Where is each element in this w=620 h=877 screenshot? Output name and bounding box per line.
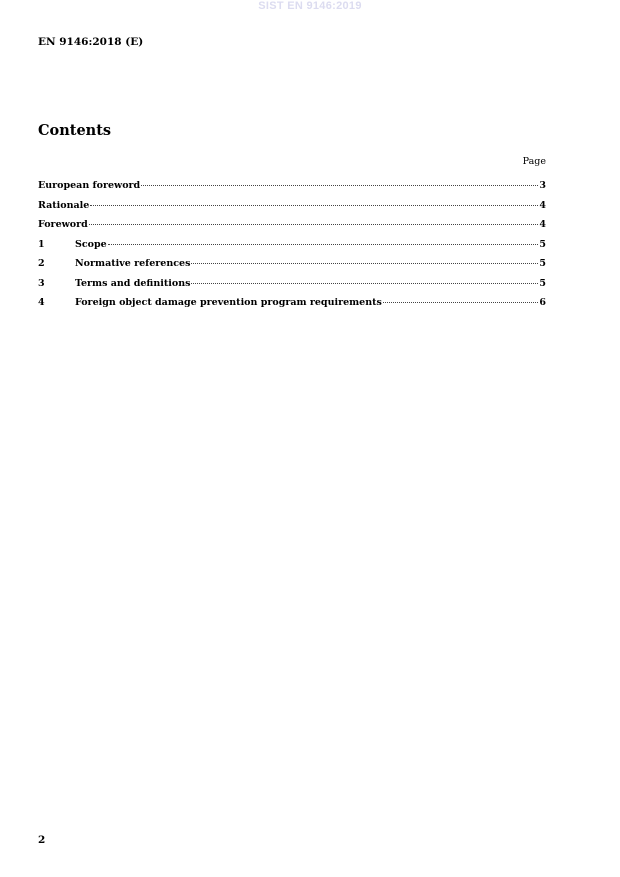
toc-entry-european-foreword[interactable]	[38, 180, 546, 200]
toc-entry-page: 5	[539, 277, 546, 289]
toc-entry-number: 4	[38, 297, 45, 308]
toc-entry-number: 1	[38, 238, 45, 250]
toc-entry-page: 5	[539, 258, 546, 269]
toc-entry-page: 5	[539, 238, 546, 250]
page-number: 2	[38, 834, 46, 846]
toc-entry-scope[interactable]	[38, 239, 546, 259]
toc-entry-label: Rationale	[38, 199, 90, 211]
toc-entry-label: Foreign object damage prevention program requirements	[75, 297, 382, 308]
toc-dot-leader	[108, 244, 539, 245]
toc-entry-label: Normative references	[75, 258, 191, 269]
toc-entry-number: 2	[38, 258, 45, 269]
toc-entry-label: European foreword	[38, 180, 141, 191]
toc-dot-leader	[383, 302, 539, 303]
toc-entry-rationale[interactable]	[38, 200, 546, 220]
toc-entry-page: 4	[539, 219, 546, 230]
toc-entry-number: 3	[38, 277, 45, 289]
toc-dot-leader	[191, 283, 538, 284]
watermark-text: SIST EN 9146:2019	[258, 0, 362, 12]
toc-entry-page: 6	[539, 297, 546, 308]
toc-entry-label: Terms and definitions	[75, 277, 191, 289]
toc-dot-leader	[141, 185, 538, 186]
toc-entry-label: Scope	[75, 238, 107, 250]
toc-dot-leader	[191, 263, 538, 264]
table-of-contents	[38, 180, 546, 317]
toc-entry-terms-and-definitions[interactable]	[38, 278, 546, 298]
toc-dot-leader	[89, 224, 539, 225]
toc-entry-foreword[interactable]	[38, 219, 546, 239]
document-id: EN 9146:2018 (E)	[38, 36, 144, 48]
toc-dot-leader	[90, 205, 538, 206]
contents-heading: Contents	[38, 122, 112, 139]
toc-entry-label: Foreword	[38, 219, 88, 230]
toc-entry-normative-references[interactable]	[38, 258, 546, 278]
toc-entry-fod-prevention-requirements[interactable]	[38, 297, 546, 317]
page-column-label: Page	[522, 156, 546, 167]
toc-entry-page: 4	[539, 199, 546, 211]
toc-entry-page: 3	[539, 180, 546, 191]
